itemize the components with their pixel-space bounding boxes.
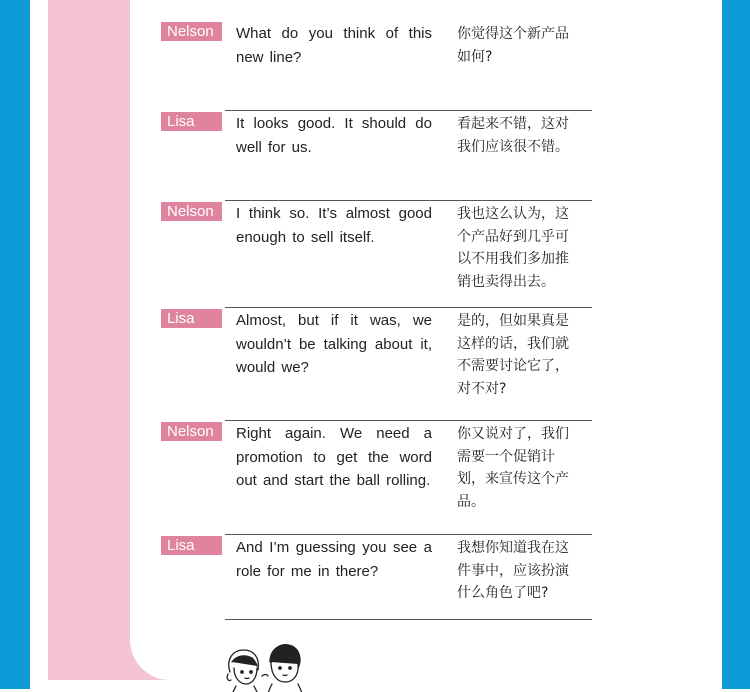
left-blue-border bbox=[0, 0, 30, 689]
speaker-label: Lisa bbox=[161, 536, 222, 555]
chinese-translation: 你觉得这个新产品如何? bbox=[457, 26, 569, 65]
english-line: What do you think of this new line? bbox=[236, 25, 432, 66]
speaker-label: Nelson bbox=[161, 202, 222, 221]
right-blue-border bbox=[722, 0, 750, 689]
speaker-label: Lisa bbox=[161, 309, 222, 328]
row-divider bbox=[225, 420, 592, 421]
speaker-label: Nelson bbox=[161, 422, 222, 441]
chinese-translation: 你又说对了，我们需要一个促销计划，来宣传这个产品。 bbox=[457, 426, 569, 510]
chinese-translation: 看起来不错，这对我们应该很不错。 bbox=[457, 116, 569, 155]
english-line: Right again. We need a promotion to get the word out and start the ball rolling. bbox=[236, 425, 432, 489]
row-divider bbox=[225, 534, 592, 535]
chinese-translation: 我想你知道我在这件事中，应该扮演什么角色了吧? bbox=[457, 540, 569, 601]
chinese-translation: 是的，但如果真是这样的话，我们就不需要讨论它了，对不对? bbox=[457, 313, 569, 397]
row-divider bbox=[225, 200, 592, 201]
speaker-label: Nelson bbox=[161, 22, 222, 41]
english-line: It looks good. It should do well for us. bbox=[236, 115, 432, 156]
english-line: And I’m guessing you see a role for me in there? bbox=[236, 539, 432, 580]
row-divider bbox=[225, 110, 592, 111]
english-line: I think so. It’s almost good enough to sell itself. bbox=[236, 205, 432, 246]
row-divider bbox=[225, 619, 592, 620]
cartoon-characters-illustration bbox=[222, 632, 312, 692]
chinese-translation: 我也这么认为，这个产品好到几乎可以不用我们多加推销也卖得出去。 bbox=[457, 206, 569, 290]
row-divider bbox=[225, 307, 592, 308]
speaker-label: Lisa bbox=[161, 112, 222, 131]
english-line: Almost, but if it was, we wouldn’t be talking about it, would we? bbox=[236, 312, 432, 376]
right-white-gap bbox=[706, 0, 722, 689]
left-white-gap bbox=[30, 0, 48, 689]
